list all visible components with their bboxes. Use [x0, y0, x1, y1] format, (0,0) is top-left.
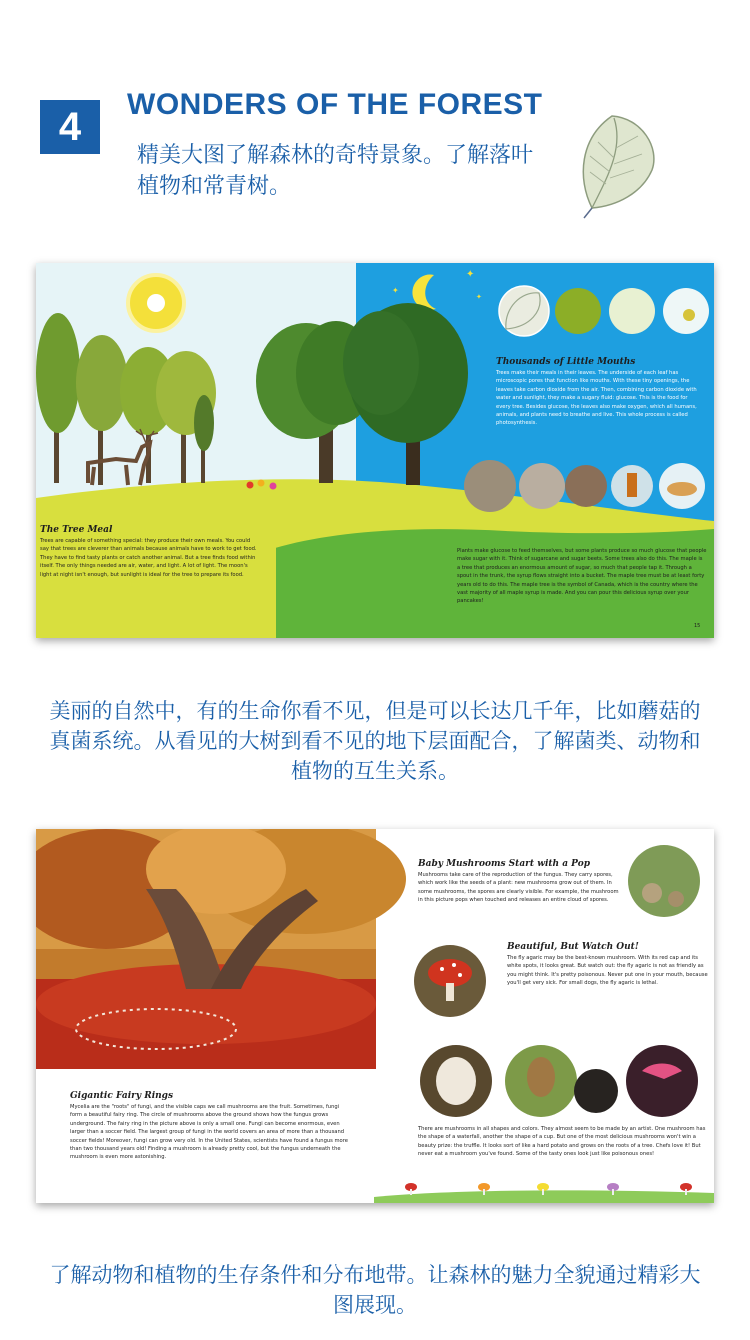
- svg-text:✦: ✦: [476, 293, 482, 301]
- fairy-rings-heading: Gigantic Fairy Rings: [70, 1091, 174, 1101]
- leaf-icon: [572, 108, 662, 220]
- fly-agaric-text: The fly agaric may be the best-known mushroom. With its red cap and its white spots, it looks great. But watch out: the fly agaric is not as friendly as you might think. It's pretty poisonous. Never put one in your mouth, because you'll get very sick. For small dogs, the fly agaric is lethal.: [507, 955, 708, 987]
- maple-syrup-text: Plants make glucose to feed themselves, but some plants produce so much glucose that people make sugar with it. Think of sugarcane and sugar beets. Some trees also do this. The maple is a tree that produces an enormous amount of sugar, so much that people tap it. Through a spout in the trunk, the syrup flows straight into a bucket. The maple tree must be at least forty years old to do this. The maple tree is the symbol of Canada, which is the country where the vast majority of all maple syrup is made. And you can pour this delicious syrup over your pancakes!: [457, 548, 707, 605]
- caption-forest-habitats: 了解动物和植物的生存条件和分布地带。让森林的魅力全貌通过精彩大图展现。: [49, 1263, 701, 1317]
- baby-mushrooms-heading: Baby Mushrooms Start with a Pop: [418, 859, 590, 869]
- little-mouths-heading: Thousands of Little Mouths: [496, 357, 636, 367]
- mushroom-shapes-text: There are mushrooms in all shapes and colors. They almost seem to be made by an artist. One mushroom has the shape of a waterfall, another the shape of a cup. But one of the most delicious mushrooms won't win a beauty prize: the truffle. It looks sort of like a hard potato and grows on the roots of a tree. Chefs love it! But never eat a mushroom you've found. Some of the tasty ones look just like poisonous ones!: [418, 1126, 706, 1158]
- svg-text:✦: ✦: [392, 286, 399, 295]
- book-spread-mushrooms: [36, 829, 714, 1203]
- svg-text:✦: ✦: [466, 269, 475, 280]
- svg-text:15: 15: [694, 623, 701, 629]
- baby-mushrooms-text: Mushrooms take care of the reproduction of the fungus. They carry spores, which work like the seeds of a plant: new mushrooms grow out of them. In some mushrooms, the spores are clearly visible. For example, the mushroom in this picture pops when touched and releases an entire cloud of spores.: [418, 872, 619, 904]
- caption-fungi-relationship: 美丽的自然中，有的生命你看不见，但是可以长达几千年，比如蘑菇的真菌系统。从看见的大树到看不见的地下层面配合，了解菌类、动物和植物的互生关系。: [49, 699, 701, 783]
- tree-meal-heading: The Tree Meal: [40, 525, 113, 535]
- book-spread-forest-meal: [36, 263, 714, 638]
- fly-agaric-heading: Beautiful, But Watch Out!: [507, 942, 639, 952]
- page-title: WONDERS OF THE FOREST: [127, 88, 543, 121]
- page-subtitle: 精美大图了解森林的奇特景象。了解落叶植物和常青树。: [137, 143, 534, 199]
- chapter-number-badge: 4: [40, 100, 100, 154]
- tree-meal-text: Trees are capable of something special: they produce their own meals. You could say that trees are cleverer than animals because animals have to work to get food. They have to find tasty plants or catch another animal. But a tree finds food within itself. The only things needed are air, water, and light. A lot of light. The moon's light at night isn't enough, but sunlight is ideal for the tree to prepare its food.: [40, 538, 257, 578]
- fairy-rings-text: Mycelia are the "roots" of fungi, and the visible caps we call mushrooms are the fruit. Sometimes, fungi form a beautiful fairy ring. The circle of mushrooms above the ground shows how the fungus grows underground. The fairy ring in the picture above is only a small one. Fungi can become enormous, even larger than a soccer field. The largest group of fungi in the world covers an area of more than a thousand soccer fields! Moreover, fungi can grow very old. In the United States, scientists have found a fungus more than two thousand years old! Finding a mushroom is already pretty cool, but the fungus underneath the mushroom is even more astonishing.: [70, 1104, 348, 1161]
- little-mouths-text: Trees make their meals in their leaves. The underside of each leaf has microscopic pores that function like mouths. With these tiny openings, the leaves take carbon dioxide from the air. Then, combining carbon dioxide with water and sunlight, they make a sugary fluid: glucose. This is the food for every tree. Besides glucose, the leaves also make oxygen, which all humans, animals, and plants need to breathe and live. This whole process is called photosynthesis.: [496, 370, 697, 427]
